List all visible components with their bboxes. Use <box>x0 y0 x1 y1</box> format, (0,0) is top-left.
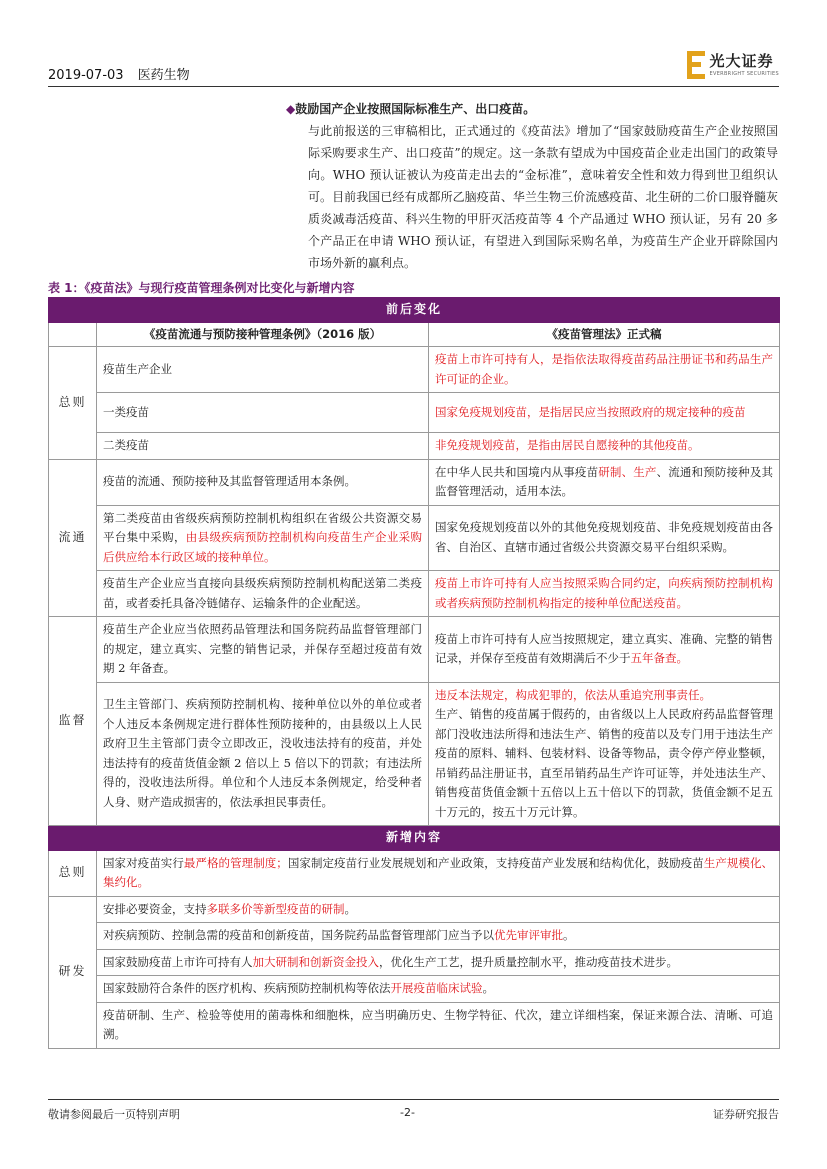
category-supervision: 监督 <box>49 617 97 826</box>
band-changes-label: 前后变化 <box>49 298 780 323</box>
cell-new-content <box>97 850 780 896</box>
cell-new: 国家免疫规划疫苗以外的其他免疫规划疫苗、非免疫规划疫苗由各省、自治区、直辖市通过省级公共资源交易平台组织采购。 <box>429 505 780 571</box>
text-run: 安排必要资金，支持 <box>103 901 207 916</box>
text-run: 。 <box>344 901 356 916</box>
text-run-highlight: 由县级疾病预防控制机构向疫苗生产企业采购后供应给本行政区域的接种单位。 <box>103 530 423 564</box>
intro-lead: 鼓励国产企业按照国际标准生产、出口疫苗。 <box>295 102 536 116</box>
cell-new <box>429 682 780 826</box>
text-run-highlight: 违反本法规定，构成犯罪的，依法从重追究刑事责任。 <box>435 687 711 702</box>
header-divider <box>48 86 779 87</box>
cell-new: 非免疫规划疫苗，是指由居民自愿接种的其他疫苗。 <box>429 433 780 460</box>
text-run: ，优化生产工艺，提升质量控制水平，推动疫苗技术进步。 <box>379 954 678 969</box>
text-run: 国家鼓励符合条件的医疗机构、疾病预防控制机构等依法 <box>103 981 391 995</box>
category-general-new: 总则 <box>49 850 97 896</box>
table-row <box>49 505 780 571</box>
cell-new: 国家免疫规划疫苗，是指居民应当按照政府的规定接种的疫苗 <box>429 393 780 433</box>
footer-divider <box>48 1099 779 1100</box>
table-row <box>49 949 780 976</box>
cell-old: 一类疫苗 <box>97 393 429 433</box>
text-run: 。 <box>563 928 575 942</box>
logo-icon <box>687 51 705 79</box>
report-date: 2019-07-03 <box>48 68 124 83</box>
category-circulation: 流通 <box>49 459 97 617</box>
table-row <box>49 923 780 950</box>
company-logo <box>687 50 779 80</box>
logo-name-cn: 光大证券 <box>709 51 774 70</box>
column-header-old: 《疫苗流通与预防接种管理条例》（2016 版） <box>97 322 429 347</box>
band-changes <box>49 298 780 323</box>
text-run-highlight: 优先审评审批 <box>494 928 563 942</box>
table-title: 表 1：《疫苗法》与现行疫苗管理条例对比变化与新增内容 <box>48 281 355 295</box>
cell-old: 二类疫苗 <box>97 433 429 460</box>
table-row <box>49 393 780 433</box>
cell-new <box>429 459 780 505</box>
table-row <box>49 433 780 460</box>
text-run: 国家鼓励疫苗上市许可持有人 <box>103 954 253 969</box>
table-row <box>49 976 780 1003</box>
cell-new-content <box>97 923 780 950</box>
text-run: 在中华人民共和国境内从事疫苗 <box>435 464 599 479</box>
diamond-bullet-icon: ◆ <box>286 102 296 116</box>
cell-new-content: 疫苗研制、生产、检验等使用的菌毒株和细胞株，应当明确历史、生物学特征、代次，建立详细档案，保证来源合法、清晰、可追溯。 <box>97 1002 780 1048</box>
category-rd: 研发 <box>49 896 97 1048</box>
cell-new-content <box>97 949 780 976</box>
text-run: 生产、销售的疫苗属于假药的，由省级以上人民政府药品监督管理部门没收违法所得和违法生产、销售的疫苗以及专门用于违法生产疫苗的原料、辅料、包装材料、设备等物品，责令停产停业整顿，吊销药品注册证书，直至吊销药品生产许可证等，并处违法生产、销售疫苗货值金额十五倍以上五十倍以下的罚款，货值金额不足五十万元的，按五十万元计算。 <box>435 707 773 819</box>
text-run: 国家制定疫苗行业发展规划和产业政策，支持疫苗产业发展和结构优化，鼓励疫苗 <box>287 855 704 870</box>
cell-old: 疫苗生产企业应当直接向县级疾病预防控制机构配送第二类疫苗，或者委托具备冷链储存、运输条件的企业配送。 <box>97 571 429 617</box>
page-number: -2- <box>400 1106 415 1119</box>
report-section: 医药生物 <box>137 68 190 83</box>
table-row <box>49 1002 780 1048</box>
footer-disclaimer: 敬请参阅最后一页特别声明 <box>48 1108 180 1121</box>
cell-old: 疫苗生产企业 <box>97 347 429 393</box>
empty-header-cell <box>49 322 97 347</box>
cell-old: 疫苗的流通、预防接种及其监督管理适用本条例。 <box>97 459 429 505</box>
table-row <box>49 347 780 393</box>
cell-new-content <box>97 896 780 923</box>
text-run-highlight: 研制、生产 <box>598 464 657 479</box>
band-new-content <box>49 826 780 851</box>
column-header-row <box>49 322 780 347</box>
text-run: 。 <box>482 981 494 995</box>
text-run-highlight: 加大研制和创新资金投入 <box>252 954 379 969</box>
intro-paragraph <box>286 98 778 274</box>
text-run: 第二类疫苗由省级疾病预防控制机构组织在省级公共资源交易平台集中采购， <box>103 510 422 544</box>
page-header <box>48 48 779 84</box>
cell-old: 疫苗生产企业应当依照药品管理法和国务院药品监督管理部门的规定，建立真实、完整的销售记录，并保存至超过疫苗有效期 2 年备查。 <box>97 617 429 683</box>
table-row <box>49 682 780 826</box>
text-run-highlight: 多联多价等新型疫苗的研制 <box>206 901 345 916</box>
cell-new: 疫苗上市许可持有人应当按照采购合同约定，向疾病预防控制机构或者疾病预防控制机构指定的接种单位配送疫苗。 <box>429 571 780 617</box>
text-run-highlight: 五年备查。 <box>630 651 688 666</box>
table-row <box>49 896 780 923</box>
intro-body: 与此前报送的三审稿相比，正式通过的《疫苗法》增加了“国家鼓励疫苗生产企业按照国际采购要求生产、出口疫苗”的规定。这一条款有望成为中国疫苗企业走出国门的政策导向。WHO 预认证被认为疫苗走出去的“金标准”，意味着安全性和效力得到世卫组织认可。目前我国已经有成都所乙脑疫苗、华兰生物三价流感疫苗、北生研的二价口服脊髓灰质炎减毒活疫苗、科兴生物的甲肝灭活疫苗等 4 个产品通过 WHO 预认证，另有 20 多个产品正在申请 WHO 预认证，有望进入到国际采购名单，为疫苗生产企业开辟除国内市场外新的赢利点。 <box>308 124 778 270</box>
text-run: 对疾病预防、控制急需的疫苗和创新疫苗，国务院药品监督管理部门应当予以 <box>103 928 494 942</box>
logo-name-en: EVERBRIGHT SECURITIES <box>709 70 779 77</box>
table-row <box>49 617 780 683</box>
text-run-highlight: 最严格的管理制度； <box>183 855 288 870</box>
text-run-highlight: 开展疫苗临床试验 <box>390 981 483 995</box>
column-header-new: 《疫苗管理法》正式稿 <box>429 322 780 347</box>
table-row <box>49 459 780 505</box>
category-general: 总则 <box>49 347 97 460</box>
header-meta <box>48 64 190 83</box>
band-new-content-label: 新增内容 <box>49 826 780 851</box>
text-run: 、流通和预防接种及其监督管理活动，适用本法。 <box>435 464 774 498</box>
cell-old <box>97 505 429 571</box>
table-row <box>49 571 780 617</box>
comparison-table <box>48 297 780 1049</box>
cell-new-content <box>97 976 780 1003</box>
cell-old: 卫生主管部门、疾病预防控制机构、接种单位以外的单位或者个人违反本条例规定进行群体性预防接种的，由县级以上人民政府卫生主管部门责令立即改正，没收违法持有的疫苗，并处违法持有的疫苗货值金额 2 倍以上 5 倍以下的罚款；有违法所得的，没收违法所得。单位和个人违反本条例规定，给受种者人身、财产造成损害的，依法承担民事责任。 <box>97 682 429 826</box>
footer-report-type: 证券研究报告 <box>713 1108 779 1121</box>
cell-new <box>429 617 780 683</box>
text-run: 疫苗上市许可持有人应当按照规定，建立真实、准确、完整的销售记录，并保存至疫苗有效期满后不少于 <box>435 631 773 666</box>
text-run-highlight: 生产规模化、集约化。 <box>103 855 774 889</box>
table-row <box>49 850 780 896</box>
text-run: 国家对疫苗实行 <box>103 855 184 870</box>
cell-new: 疫苗上市许可持有人，是指依法取得疫苗药品注册证书和药品生产许可证的企业。 <box>429 347 780 393</box>
